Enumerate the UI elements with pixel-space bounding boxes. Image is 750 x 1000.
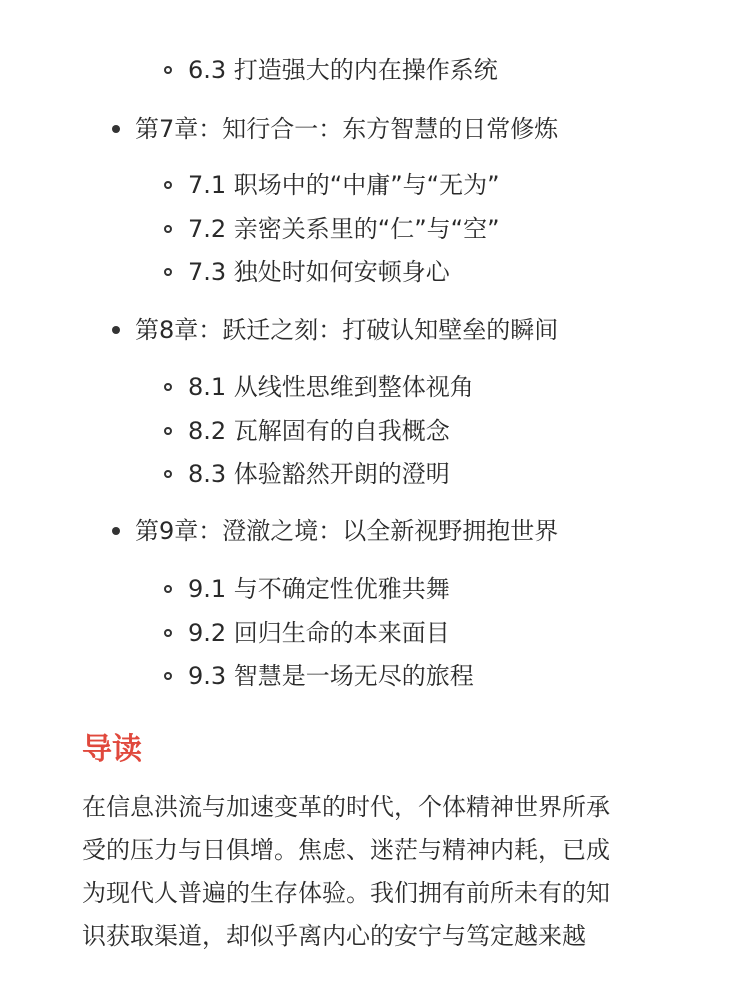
toc-item-text: 第8章：跃迁之刻：打破认知壁垒的瞬间 (135, 316, 559, 344)
toc-item-text: 9.1 与不确定性优雅共舞 (188, 575, 450, 603)
disc-bullet-icon (112, 527, 120, 535)
circle-bullet-icon (164, 427, 172, 435)
toc-item-text: 第7章：知行合一：东方智慧的日常修炼 (135, 115, 559, 143)
toc-item-text: 7.1 职场中的“中庸”与“无为” (188, 171, 500, 199)
toc-item-text: 第9章：澄澈之境：以全新视野拥抱世界 (135, 517, 559, 545)
circle-bullet-icon (164, 585, 172, 593)
circle-bullet-icon (164, 629, 172, 637)
circle-bullet-icon (164, 66, 172, 74)
toc-item-text: 9.3 智慧是一场无尽的旅程 (188, 662, 474, 690)
toc-item-text: 7.2 亲密关系里的“仁”与“空” (188, 215, 500, 243)
disc-bullet-icon (112, 125, 120, 133)
paragraph-line: 受的压力与日俱增。焦虑、迷茫与精神内耗，已成 (82, 836, 610, 864)
circle-bullet-icon (164, 383, 172, 391)
paragraph-line: 为现代人普遍的生存体验。我们拥有前所未有的知 (82, 879, 610, 907)
disc-bullet-icon (112, 326, 120, 334)
toc-item-text: 9.2 回归生命的本来面目 (188, 619, 450, 647)
circle-bullet-icon (164, 268, 172, 276)
circle-bullet-icon (164, 470, 172, 478)
intro-paragraph (82, 786, 672, 958)
circle-bullet-icon (164, 181, 172, 189)
paragraph-line: 在信息洪流与加速变革的时代，个体精神世界所承 (82, 793, 610, 821)
toc-item-text: 8.3 体验豁然开朗的澄明 (188, 460, 450, 488)
circle-bullet-icon (164, 672, 172, 680)
paragraph-line: 识获取渠道，却似乎离内心的安宁与笃定越来越 (82, 922, 586, 950)
intro-heading: 导读 (82, 732, 142, 767)
toc-item-text: 6.3 打造强大的内在操作系统 (188, 56, 498, 84)
toc-item-text: 8.2 瓦解固有的自我概念 (188, 417, 450, 445)
toc-item-text: 7.3 独处时如何安顿身心 (188, 258, 450, 286)
toc-item-text: 8.1 从线性思维到整体视角 (188, 373, 474, 401)
circle-bullet-icon (164, 225, 172, 233)
